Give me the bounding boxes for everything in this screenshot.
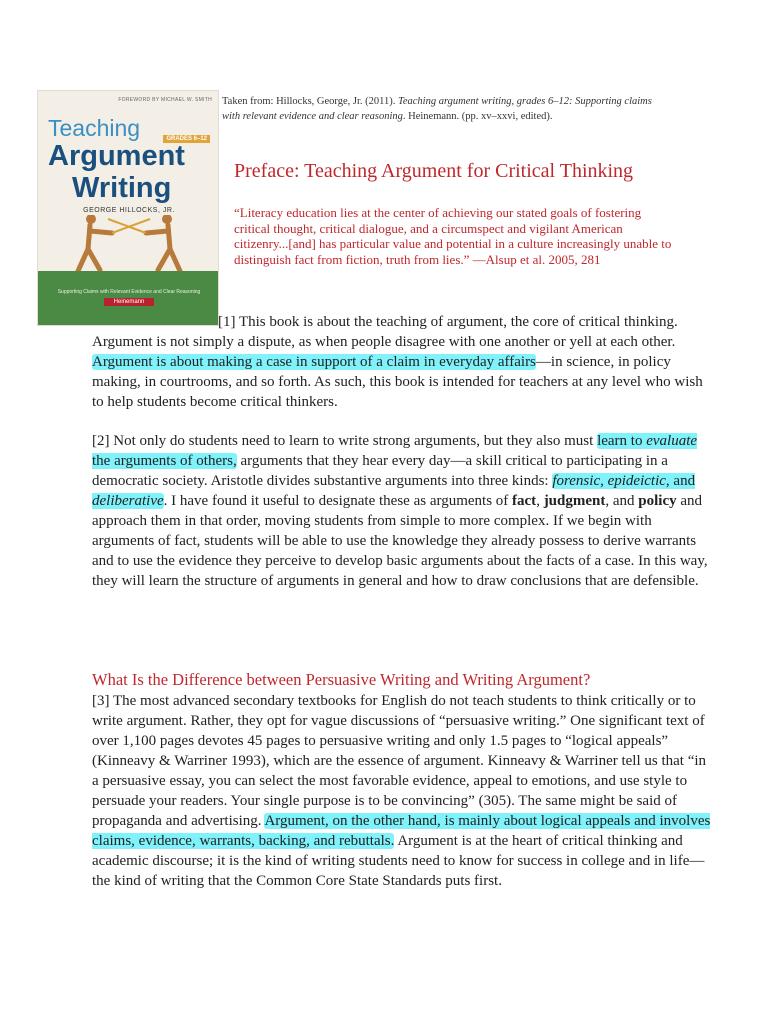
paragraph-1: [1] This book is about the teaching of argument, the core of critical thinking. Argument is not simply a dispute, as when people disagree with one another or yell at each other. Argument is about making a case in support of a claim in everyday affairs—in science, in policy making, in courtrooms, and so forth. As such, this book is intended for teachers at any level who wish to help students become critical thinkers. <box>92 314 703 410</box>
cover-title-line3: Writing <box>72 172 172 204</box>
cover-foreword: FOREWORD BY MICHAEL W. SMITH <box>118 97 212 103</box>
cover-publisher: Heinemann <box>104 298 154 306</box>
highlight-1: Argument is about making a case in support of a claim in everyday affairs <box>92 354 536 370</box>
highlight-kinds: forensic, epideictic, and deliberative <box>92 473 696 509</box>
fencing-figures-illustration <box>38 215 219 275</box>
paragraph-2: [2] Not only do students need to learn to write strong arguments, but they also must learn to evaluate the arguments of others, arguments that they hear every day—a skill critical to participating in a democratic society. Aristotle divides substantive arguments into three kinds: forensic, epideictic, and deliberative. I have found it useful to designate these as arguments of fact, judgment, and policy and approach them in that order, moving students from simple to more complex. If we begin with arguments of fact, students will be able to use the knowledge they already possess to derive warrants and to use the evidence they perceive to develop basic arguments about the facts of a case. In this way, they will learn the structure of arguments in general and how to draw conclusions that are defensible. <box>92 433 708 589</box>
highlight-3: Argument, on the other hand, is mainly about logical appeals and involves claims, evidence, warrants, backing, and rebuttals. <box>92 813 711 849</box>
epigraph-quote: “Literacy education lies at the center of achieving our stated goals of fostering critical thought, critical dialogue, and a circumspect and vigilant American citizenry...[and] has particular value and potential in a culture increasingly unable to distinguish fact from fiction, truth from lies.” —Alsup et al. 2005, 281 <box>234 205 672 267</box>
source-book-title: Teaching argument writing, grades 6–12: Supporting claims with relevant evidence and clear reasoning <box>222 96 652 122</box>
cover-grades: GRADES 6–12 <box>163 135 210 143</box>
cover-subtitle: Supporting Claims with Relevant Evidence and Clear Reasoning <box>57 289 201 295</box>
highlight-2: learn to evaluate the arguments of others, <box>92 433 698 469</box>
cover-author: GEORGE HILLOCKS, JR. <box>83 207 175 214</box>
cover-title-line2: Argument <box>48 140 185 172</box>
cover-title-line1: Teaching <box>48 115 141 141</box>
source-citation: Taken from: Hillocks, George, Jr. (2011). Teaching argument writing, grades 6–12: Supporting claims with relevant evidence and clear reasoning. Heinemann. (pp. xv–xxvi, edited). <box>222 96 652 122</box>
preface-title: Preface: Teaching Argument for Critical Thinking <box>234 160 634 182</box>
paragraph-3: [3] The most advanced secondary textbooks for English do not teach students to think critically or to write argument. Rather, they opt for vague discussions of “persuasive writing.” One significant text of over 1,100 pages devotes 45 pages to persuasive writing and only 1.5 pages to “logical appeals” (Kinneavy & Warriner 1993), which are the essence of argument. Kinneavy & Warriner tell us that “in a persuasive essay, you can select the most favorable evidence, appeal to emotions, and use style to persuade your readers. Your single purpose is to be convincing” (305). The same might be said of propaganda and advertising. Argument, on the other hand, is mainly about logical appeals and involves claims, evidence, warrants, backing, and rebuttals. Argument is at the heart of critical thinking and academic discourse; it is the kind of writing students need to know for success in college and in life—the kind of writing that the Common Core State Standards puts first. <box>92 693 711 889</box>
section-heading: What Is the Difference between Persuasive Writing and Writing Argument? <box>92 670 591 689</box>
book-cover-image <box>37 90 219 326</box>
